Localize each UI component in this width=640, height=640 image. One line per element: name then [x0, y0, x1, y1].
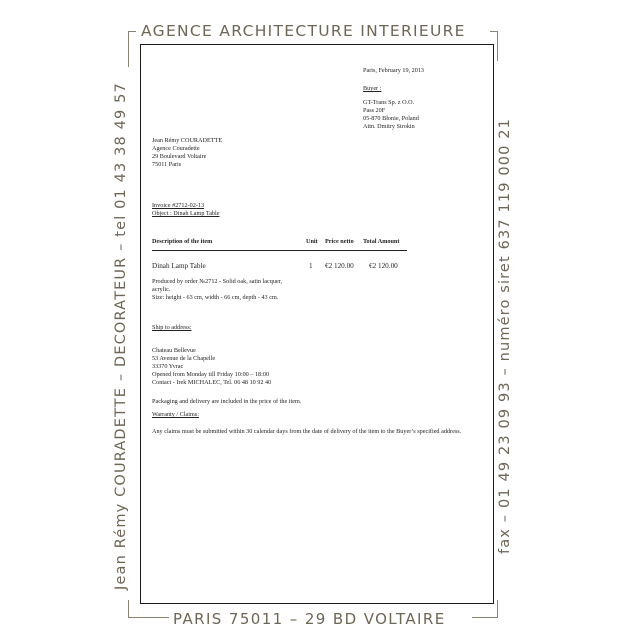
- buyer-line: GT-Trans Sp. z O.O.: [363, 99, 415, 106]
- invoice-object: Object : Dinah Lamp Table: [152, 210, 220, 217]
- buyer-line: Pass 20F: [363, 107, 386, 114]
- item-total: €2 120.00: [369, 262, 398, 270]
- ship-line: Contact - Irek MICHALEC, Tel. 06 48 10 92 40: [152, 379, 272, 386]
- col-header-total: Total Amount: [363, 238, 400, 245]
- col-header-unit: Unit: [306, 238, 318, 245]
- table-header-rule: [152, 250, 407, 251]
- invoice-page: [140, 44, 494, 604]
- seller-line: Jean Rémy COURADETTE: [152, 137, 223, 144]
- item-detail: Size: height - 63 cm, width - 66 cm, depth - 43 cm.: [152, 294, 279, 301]
- item-price: €2 120.00: [325, 262, 354, 270]
- ship-line: Opened from Monday till Friday 10:00 – 18:00: [152, 371, 270, 378]
- seller-line: Agence Couradette: [152, 145, 200, 152]
- warranty-label: Warranty / Claims:: [152, 411, 199, 418]
- col-header-price: Price netto: [325, 238, 354, 245]
- warranty-text: Any claims must be submitted within 30 calendar days from the date of delivery of the item to the Buyer’s specified address.: [152, 428, 462, 435]
- ship-line: 53 Avenue de la Chapelle: [152, 355, 216, 362]
- col-header-description: Description of the item: [152, 238, 213, 245]
- letterhead-bottom: PARIS 75011 – 29 BD VOLTAIRE: [173, 610, 446, 628]
- letterhead-top: AGENCE ARCHITECTURE INTERIEURE: [141, 22, 466, 40]
- letterhead-left: Jean Rémy COURADETTE – DECORATEUR – tel 01 43 38 49 57: [113, 82, 129, 590]
- seller-line: 75011 Paris: [152, 161, 182, 168]
- item-name: Dinah Lamp Table: [152, 262, 206, 270]
- item-detail: Produced by order №2712 - Solid oak, satin lacquer,: [152, 278, 283, 285]
- buyer-line: 05-870 Błonie, Poland: [363, 115, 419, 122]
- frame-line: [472, 617, 498, 618]
- ship-line: 33370 Yvrac: [152, 363, 184, 370]
- packaging-note: Packaging and delivery are included in the price of the item.: [152, 398, 302, 405]
- seller-line: 29 Boulevard Voltaire: [152, 153, 207, 160]
- letterhead-right: fax – 01 49 23 09 93 – numéro siret 637 119 000 21: [497, 118, 513, 554]
- frame-line: [128, 31, 136, 32]
- frame-line: [128, 617, 169, 618]
- invoice-number: Invoice #2712-02-13: [152, 202, 205, 209]
- invoice-date: Paris, February 19, 2013: [363, 67, 425, 74]
- item-unit: 1: [309, 262, 313, 270]
- ship-label: Ship to address:: [152, 324, 192, 331]
- ship-line: Chateau Bellevue: [152, 347, 196, 354]
- item-detail: acrylic.: [152, 286, 171, 293]
- buyer-label: Buyer :: [363, 85, 382, 92]
- buyer-line: Attn. Dmitry Strokin: [363, 123, 415, 130]
